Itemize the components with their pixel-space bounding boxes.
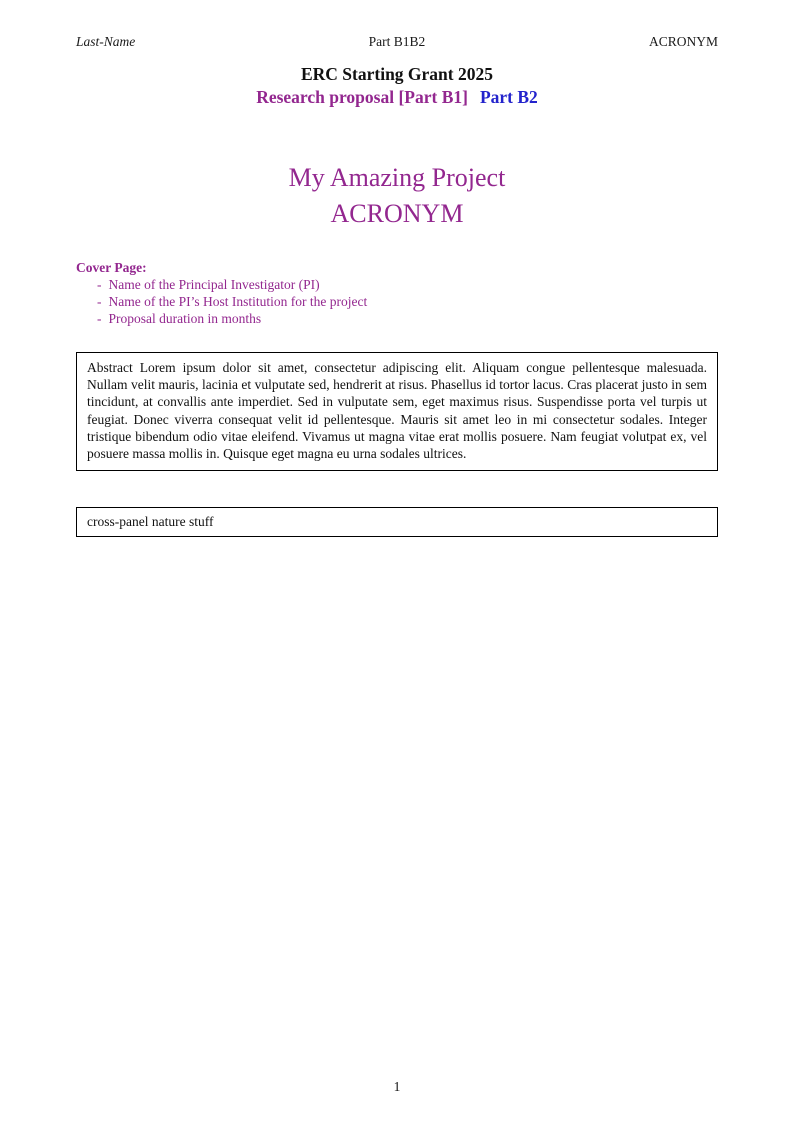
page-number: 1 [393,1079,401,1094]
header-part-label: Part B1B2 [368,34,426,49]
cover-page-list [76,276,718,327]
list-item [97,276,718,293]
cover-page-heading: Cover Page: [76,260,147,275]
list-item-label: Name of the Principal Investigator (PI) [108,277,320,292]
call-subtitle-part-b2: Part B2 [479,87,538,107]
page-footer [0,1079,794,1095]
call-title-block [0,64,794,108]
running-header [76,33,718,50]
list-item-label: Name of the PI’s Host Institution for the project [108,294,368,309]
list-item-dash: - [97,294,102,309]
list-item [97,310,718,327]
call-subtitle [0,87,794,108]
list-item-dash: - [97,277,102,292]
list-item [97,293,718,310]
abstract-text: Abstract Lorem ipsum dolor sit amet, consectetur adipiscing elit. Aliquam congue pellentesque malesuada. Nullam velit mauris, lacinia et vulputate sed, hendrerit at risus. Phasellus id tortor lacus. Cras placerat justo in sem tincidunt, at convallis ante imperdiet. Sed in vulputate sem, eget maximus risus. Suspendisse porta vel turpis ut feugiat. Donec viverra consequat velit id pellentesque. Mauris sit amet leo in mi consectetur sodales. Integer tristique bibendum odio vitae eleifend. Vivamus ut magna vitae erat mollis posuere. Nam feugiat volutpat ex, vel posuere massa mollis in. Quisque eget magna eu urna sodales ultrices. [87,360,707,462]
header-acronym: ACRONYM [648,34,718,49]
project-title-acronym: ACRONYM [330,199,464,228]
list-item-dash: - [97,311,102,326]
cross-panel-box [76,507,718,537]
cross-panel-text: cross-panel nature stuff [87,514,214,529]
list-item-label: Proposal duration in months [108,311,262,326]
header-author-lastname: Last-Name [76,34,136,49]
cover-page-section [76,259,718,327]
project-title-name: My Amazing Project [288,163,506,192]
call-name: ERC Starting Grant 2025 [300,64,493,84]
project-title [0,160,794,232]
call-subtitle-part-b1: Research proposal [Part B1] [256,87,468,107]
abstract-box [76,352,718,471]
